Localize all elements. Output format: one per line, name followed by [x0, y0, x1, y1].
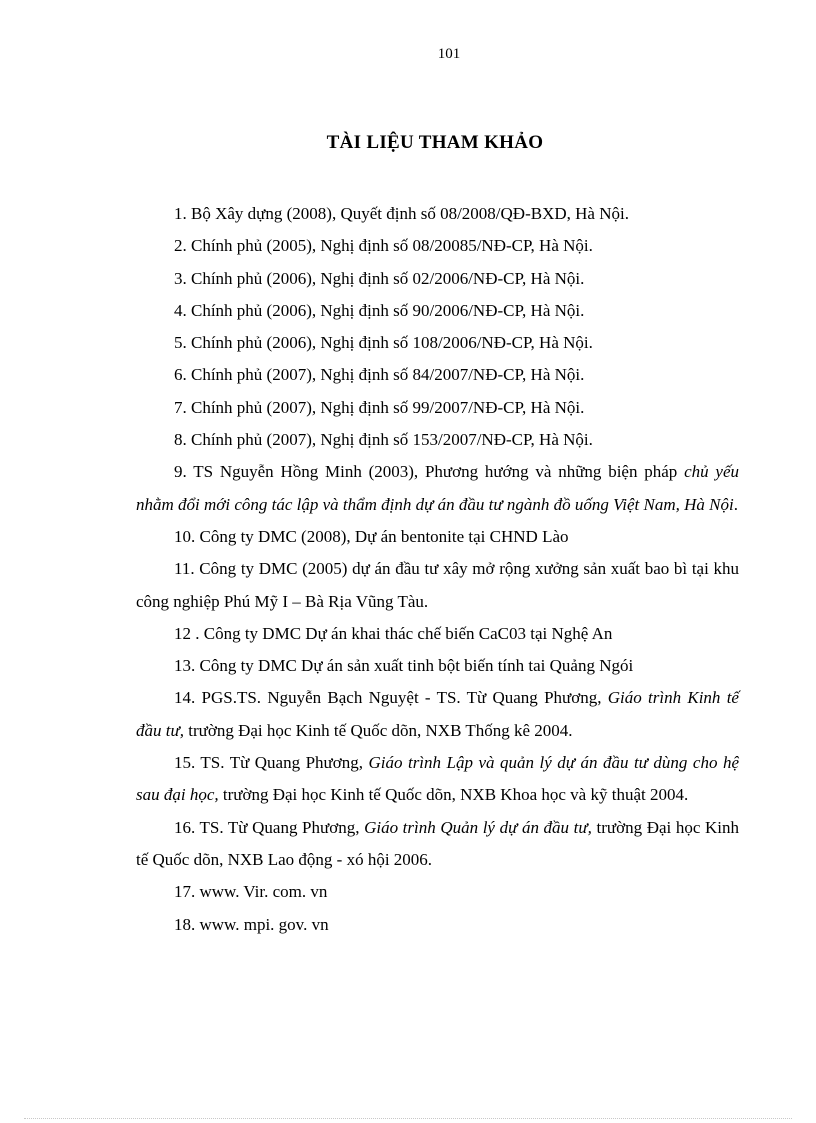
- reference-item: [136, 650, 739, 682]
- reference-text: 9. TS Nguyễn Hồng Minh (2003), Phương hướng và những biện pháp: [174, 462, 685, 482]
- page-number: 101: [437, 46, 461, 62]
- reference-text: 3. Chính phủ (2006), Nghị định số 02/2006/NĐ-CP, Hà Nội.: [174, 268, 585, 288]
- reference-text: 6. Chính phủ (2007), Nghị định số 84/2007/NĐ-CP, Hà Nội.: [174, 365, 585, 385]
- reference-title: Giáo trình Lập và quản lý dự án đầu tư dùng cho hệ sau đại học,: [136, 753, 739, 805]
- reference-item: [136, 682, 739, 747]
- reference-item: [136, 198, 739, 230]
- reference-text: 2. Chính phủ (2005), Nghị định số 08/20085/NĐ-CP, Hà Nội.: [174, 236, 593, 256]
- reference-item: [136, 876, 739, 908]
- reference-text: 1. Bộ Xây dựng (2008), Quyết định số 08/2008/QĐ-BXD, Hà Nội.: [174, 204, 629, 223]
- reference-text: 12 . Công ty DMC Dự án khai thác chế biến CaC03 tại Nghệ An: [174, 623, 613, 643]
- reference-title: Giáo trình Kinh tế đầu tư,: [136, 688, 739, 740]
- reference-item: [136, 263, 739, 295]
- reference-text: 7. Chính phủ (2007), Nghị định số 99/2007/NĐ-CP, Hà Nội.: [174, 397, 585, 417]
- page-bottom-divider: [24, 1118, 792, 1119]
- reference-text: 5. Chính phủ (2006), Nghị định số 108/2006/NĐ-CP, Hà Nội.: [174, 333, 593, 353]
- reference-text: trường Đại học Kinh tế Quốc dõn, NXB Lao động - xó hội 2006.: [136, 817, 739, 869]
- reference-text: 11. Công ty DMC (2005) dự án đầu tư xây mở rộng xưởng sản xuất bao bì tại khu công nghiệp Phú Mỹ I – Bà Rịa Vũng Tàu.: [136, 559, 739, 611]
- reference-item: [136, 618, 739, 650]
- reference-item: [136, 359, 739, 391]
- reference-text: 17. www. Vir. com. vn: [174, 882, 328, 902]
- reference-item: [136, 747, 739, 812]
- reference-text: trường Đại học Kinh tế Quốc dõn, NXB Thống kê 2004.: [184, 720, 573, 740]
- reference-item: [136, 812, 739, 877]
- reference-item: [136, 392, 739, 424]
- reference-text: 4. Chính phủ (2006), Nghị định số 90/2006/NĐ-CP, Hà Nội.: [174, 300, 585, 320]
- reference-list: [136, 198, 739, 941]
- reference-item: [136, 424, 739, 456]
- reference-title: chủ yếu nhằm đổi mới công tác lập và thẩm định dự án đầu tư ngành đồ uống Việt Nam, Hà Nội: [136, 462, 739, 514]
- reference-text: 13. Công ty DMC Dự án sản xuất tinh bột biến tính tai Quảng Ngói: [174, 656, 634, 676]
- reference-text: 10. Công ty DMC (2008), Dự án bentonite tại CHND Lào: [174, 526, 569, 546]
- reference-item: [136, 456, 739, 521]
- reference-item: [136, 295, 739, 327]
- reference-item: [136, 909, 739, 941]
- reference-text: 14. PGS.TS. Nguyễn Bạch Nguyệt - TS. Từ Quang Phương,: [174, 688, 608, 708]
- reference-item: [136, 327, 739, 359]
- reference-item: [136, 521, 739, 553]
- reference-text: 8. Chính phủ (2007), Nghị định số 153/2007/NĐ-CP, Hà Nội.: [174, 430, 593, 450]
- page-title: TÀI LIỆU THAM KHẢO: [326, 132, 544, 153]
- reference-text: trường Đại học Kinh tế Quốc dõn, NXB Khoa học và kỹ thuật 2004.: [218, 785, 689, 805]
- reference-text: 18. www. mpi. gov. vn: [174, 914, 329, 934]
- reference-item: [136, 553, 739, 618]
- reference-text: 16. TS. Từ Quang Phương,: [174, 817, 365, 837]
- reference-text: 15. TS. Từ Quang Phương,: [174, 753, 369, 773]
- reference-title: Giáo trình Quản lý dự án đầu tư,: [364, 817, 592, 837]
- reference-item: [136, 230, 739, 262]
- reference-text: .: [733, 494, 738, 514]
